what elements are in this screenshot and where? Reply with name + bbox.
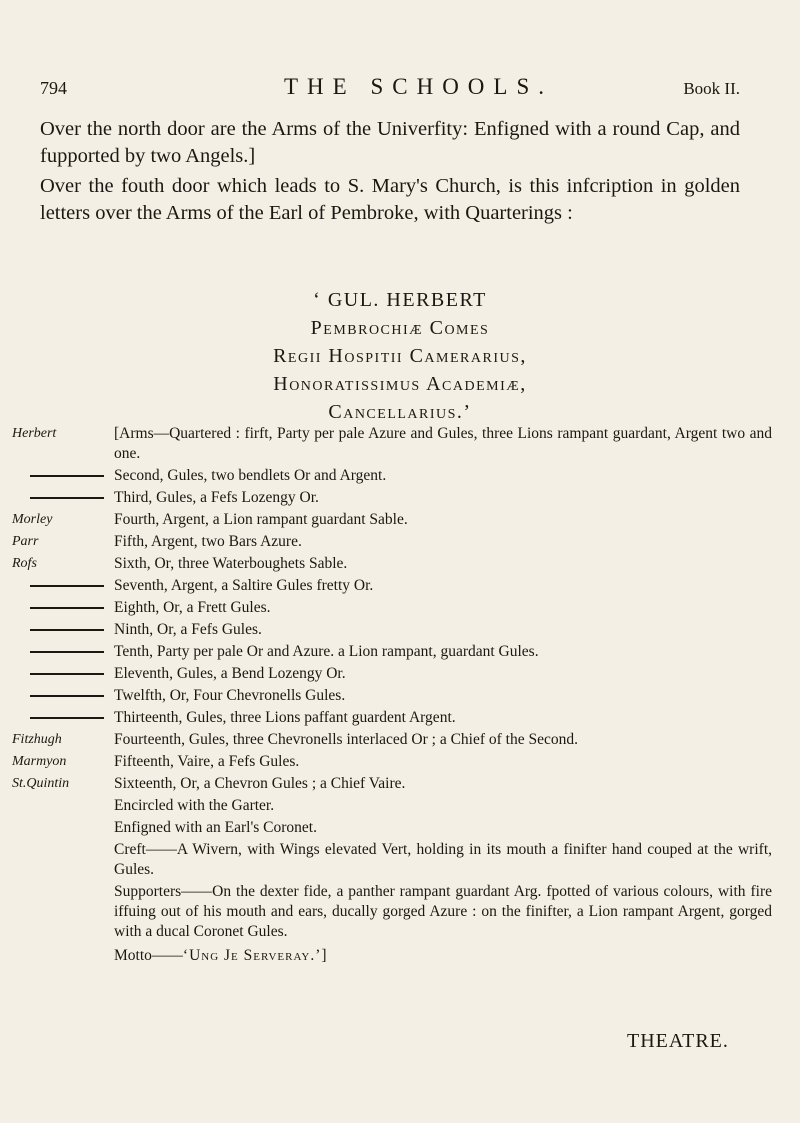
inscription-line: Pembrochiæ Comes [310, 317, 490, 339]
catchword: THEATRE. [627, 1030, 729, 1052]
arms-text: Third, Gules, a Fefs Lozengy Or. [114, 489, 319, 506]
arms-text: Twelfth, Or, Four Chevronells Gules. [114, 687, 346, 704]
paragraph-north-door: Over the north door are the Arms of the Univerfity: Enfigned with a round Cap, and fupported by two Angels.] [40, 118, 740, 167]
arms-text: [Arms—Quartered : firft, Party per pale Azure and Gules, three Lions rampant guardant, Argent two and one. [114, 425, 772, 462]
arms-row [12, 620, 772, 642]
margin-note: Morley [12, 512, 53, 527]
ditto-rule [30, 651, 104, 653]
arms-row [12, 510, 772, 532]
book-number: Book II. [683, 79, 740, 98]
margin-note: Rofs [12, 556, 37, 571]
arms-row [12, 730, 772, 752]
ensigned-text: Enfigned with an Earl's Coronet. [114, 819, 317, 836]
arms-text: Sixteenth, Or, a Chevron Gules ; a Chief Vaire. [114, 775, 406, 792]
arms-text: Fourth, Argent, a Lion rampant guardant Sable. [114, 511, 408, 528]
inscription-line: Cancellarius.’ [328, 401, 472, 423]
ditto-rule [30, 475, 104, 477]
arms-text: Fifteenth, Vaire, a Fefs Gules. [114, 753, 300, 770]
crest-text: Creft——A Wivern, with Wings elevated Vert, holding in its mouth a finifter hand couped at the wrift, Gules. [114, 841, 772, 878]
arms-row [12, 576, 772, 598]
arms-text: Thirteenth, Gules, three Lions paffant guardent Argent. [114, 709, 456, 726]
arms-row [12, 424, 772, 466]
inscription-line: Honoratissimus Academiæ, [273, 373, 527, 395]
paragraph-south-door: Over the fouth door which leads to S. Mary's Church, is this infcription in golden letters over the Arms of the Earl of Pembroke, with Quarterings : [40, 175, 740, 224]
arms-row [12, 664, 772, 686]
arms-row [12, 774, 772, 796]
arms-description [12, 424, 772, 968]
ditto-rule [30, 673, 104, 675]
margin-note: Fitzhugh [12, 732, 62, 747]
arms-row [12, 882, 772, 946]
supporters-text: Supporters——On the dexter fide, a panther rampant guardant Arg. fpotted of various colours, with fire iffuing out of his mouth and ears, ducally gorged Azure : on the finifter, a Lion rampant Argent, gorged with a ducal Coronet Gules. [114, 883, 772, 940]
margin-note: Marmyon [12, 754, 67, 769]
margin-note: St.Quintin [12, 776, 70, 791]
arms-text: Fifth, Argent, two Bars Azure. [114, 533, 302, 550]
arms-row [12, 708, 772, 730]
arms-row [12, 946, 772, 968]
ditto-rule [30, 607, 104, 609]
inscription-line: Regii Hospitii Camerarius, [273, 345, 527, 367]
arms-row [12, 466, 772, 488]
arms-row [12, 752, 772, 774]
arms-row [12, 554, 772, 576]
arms-row [12, 686, 772, 708]
arms-text: Sixth, Or, three Waterboughets Sable. [114, 555, 348, 572]
arms-row [12, 642, 772, 664]
arms-row [12, 488, 772, 510]
inscription-line: ‘ GUL. HERBERT [313, 289, 487, 311]
arms-text: Ninth, Or, a Fefs Gules. [114, 621, 262, 638]
arms-row [12, 818, 772, 840]
ditto-rule [30, 629, 104, 631]
ditto-rule [30, 497, 104, 499]
page-number: 794 [40, 78, 67, 98]
arms-text: Eleventh, Gules, a Bend Lozengy Or. [114, 665, 346, 682]
encircled-text: Encircled with the Garter. [114, 797, 275, 814]
arms-row [12, 840, 772, 882]
arms-text: Seventh, Argent, a Saltire Gules fretty Or. [114, 577, 374, 594]
inscription [0, 286, 800, 426]
margin-note: Herbert [12, 426, 57, 441]
ditto-rule [30, 585, 104, 587]
arms-row [12, 532, 772, 554]
ditto-rule [30, 717, 104, 719]
motto-label: Motto—— [114, 947, 183, 964]
running-head [40, 74, 740, 99]
arms-row [12, 598, 772, 620]
arms-row [12, 796, 772, 818]
arms-text: Eighth, Or, a Frett Gules. [114, 599, 271, 616]
arms-text: Second, Gules, two bendlets Or and Argent. [114, 467, 387, 484]
running-title: THE SCHOOLS. [284, 74, 554, 99]
motto-text: ‘Ung Je Serveray.’] [182, 947, 328, 964]
arms-text: Tenth, Party per pale Or and Azure. a Lion rampant, guardant Gules. [114, 643, 539, 660]
arms-text: Fourteenth, Gules, three Chevronells interlaced Or ; a Chief of the Second. [114, 731, 579, 748]
margin-note: Parr [12, 534, 39, 549]
motto-line [114, 946, 772, 966]
ditto-rule [30, 695, 104, 697]
